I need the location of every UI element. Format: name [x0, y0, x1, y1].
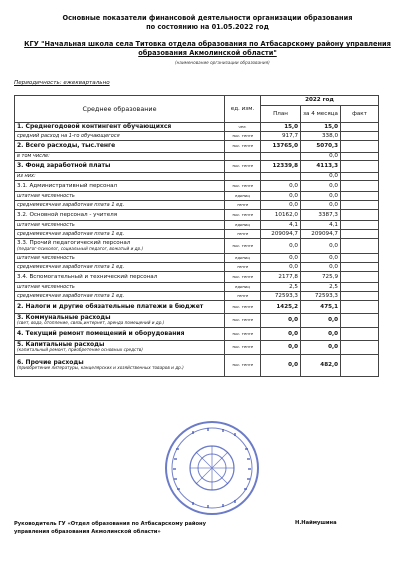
row-fact: [341, 230, 379, 239]
table-row: [15, 141, 379, 153]
table-row: [15, 239, 379, 254]
row-fact: [341, 254, 379, 263]
row-fact: [341, 272, 379, 283]
row-fact: [341, 201, 379, 210]
row-plan: 0,0: [261, 328, 301, 341]
row-fact: [341, 341, 379, 355]
row-label: [15, 355, 225, 377]
row-label-text: 3. Фонд заработной платы: [17, 162, 111, 170]
row-label-text: 3.1. Административный персонал: [17, 182, 118, 189]
table-row: [15, 355, 379, 377]
row-plan: 0,0: [261, 192, 301, 201]
row-unit: тыс. тенге: [225, 355, 261, 377]
row-fact: [341, 153, 379, 161]
row-plan: 0,0: [261, 263, 301, 272]
row-plan: 15,0: [261, 123, 301, 132]
row-unit: тенге: [225, 263, 261, 272]
row-label: [15, 192, 225, 201]
row-plan: 12339,8: [261, 161, 301, 173]
row-fact: [341, 132, 379, 141]
org-name-note: (наименование организации образования): [175, 60, 270, 65]
row-label: [15, 239, 225, 254]
col-year-header: 2022 год: [261, 96, 379, 106]
table-row: [15, 283, 379, 292]
row-label-text: среднемесячная заработная плата 1 ед.: [17, 201, 125, 208]
row-plan: 917,7: [261, 132, 301, 141]
row-label-text: 4. Текущий ремонт помещений и оборудования: [17, 329, 185, 337]
row-unit: тыс. тенге: [225, 328, 261, 341]
row-label: [15, 153, 225, 161]
report-date: по состоянию на 01.05.2022 год: [146, 23, 269, 31]
row-plan: 10162,0: [261, 210, 301, 221]
row-fact: [341, 173, 379, 181]
row-plan: 0,0: [261, 341, 301, 355]
row-label-text: 3. Коммунальные расходы: [17, 313, 111, 321]
signer-name: Н.Наймушина: [295, 520, 337, 526]
org-name-line2: образования Акмолинской области": [138, 49, 277, 57]
table-row: [15, 153, 379, 161]
row-4m: 5070,3: [301, 141, 341, 153]
row-unit: единиц: [225, 221, 261, 230]
row-plan: 13765,0: [261, 141, 301, 153]
table-row: [15, 314, 379, 328]
table-row: [15, 181, 379, 192]
row-label-text: 6. Прочие расходы: [17, 358, 84, 366]
row-unit: тыс. тенге: [225, 239, 261, 254]
table-row: [15, 254, 379, 263]
row-label-text: штатная численность: [17, 283, 75, 290]
row-label-text: 2. Налоги и другие обязательные платежи в бюджет: [17, 302, 204, 310]
row-label-text: среднемесячная заработная плата 1 ед.: [17, 263, 125, 270]
row-unit: тыс. тенге: [225, 314, 261, 328]
row-4m: 0,0: [301, 254, 341, 263]
row-label-text: среднемесячная заработная плата 1 ед.: [17, 292, 125, 299]
row-label: [15, 181, 225, 192]
row-4m: 0,0: [301, 192, 341, 201]
col-unit-header: ед. изм.: [225, 96, 261, 123]
row-label: [15, 328, 225, 341]
col-fact-header: факт: [341, 106, 379, 123]
row-4m: 0,0: [301, 341, 341, 355]
row-unit: [225, 153, 261, 161]
row-label-text: 1. Среднегодовой контингент обучающихся: [17, 122, 172, 130]
row-plan: 0,0: [261, 201, 301, 210]
row-fact: [341, 141, 379, 153]
row-unit: [225, 173, 261, 181]
table-row: [15, 272, 379, 283]
row-4m: 72593,3: [301, 292, 341, 301]
row-4m: 0,0: [301, 201, 341, 210]
row-unit: тыс. тенге: [225, 132, 261, 141]
row-label: [15, 173, 225, 181]
row-plan: 0,0: [261, 239, 301, 254]
row-label: [15, 314, 225, 328]
col-4m-header: за 4 месяца: [301, 106, 341, 123]
row-unit: тыс. тенге: [225, 141, 261, 153]
row-label-note: (приобретение литературы, канцелярских и хозяйственных товаров и др.): [17, 365, 184, 371]
row-label: [15, 230, 225, 239]
row-label: [15, 210, 225, 221]
row-label-text: среднемесячная заработная плата 1 ед.: [17, 230, 125, 237]
row-label: [15, 132, 225, 141]
row-4m: 0,0: [301, 153, 341, 161]
row-plan: [261, 153, 301, 161]
row-4m: 0,0: [301, 263, 341, 272]
row-label-text: 2. Всего расходы, тыс.тенге: [17, 142, 116, 150]
row-fact: [341, 263, 379, 272]
signer-title-line2: управления образования Акмолинской области»: [14, 529, 161, 535]
row-fact: [341, 123, 379, 132]
row-plan: 209094,7: [261, 230, 301, 239]
row-fact: [341, 292, 379, 301]
row-unit: единиц: [225, 254, 261, 263]
table-row: [15, 263, 379, 272]
row-fact: [341, 210, 379, 221]
row-4m: 482,0: [301, 355, 341, 377]
row-4m: 0,0: [301, 328, 341, 341]
table-row: [15, 221, 379, 230]
row-plan: 2,5: [261, 283, 301, 292]
row-label-text: 5. Капитальные расходы: [17, 340, 105, 348]
row-label: [15, 283, 225, 292]
row-label-note: (свет, вода, отопление, связь,интернет, аренда помещений и др.): [17, 320, 165, 326]
row-label: [15, 221, 225, 230]
table-row: [15, 210, 379, 221]
row-unit: тыс. тенге: [225, 341, 261, 355]
row-unit: тыс. тенге: [225, 210, 261, 221]
row-4m: 475,1: [301, 301, 341, 314]
row-plan: [261, 173, 301, 181]
table-row: [15, 328, 379, 341]
row-unit: тенге: [225, 292, 261, 301]
row-unit: тыс. тенге: [225, 161, 261, 173]
signature-block: [14, 520, 206, 536]
row-fact: [341, 301, 379, 314]
row-label-text: штатная численность: [17, 192, 75, 199]
row-unit: тенге: [225, 230, 261, 239]
row-unit: тенге: [225, 201, 261, 210]
row-label: [15, 272, 225, 283]
table-row: [15, 173, 379, 181]
row-label: [15, 301, 225, 314]
row-label-note: (капитальный ремонт, приобретение основных средств): [17, 347, 143, 353]
row-label-text: 3.2. Основной персонал - учителя: [17, 211, 118, 218]
signer-title-line1: Руководитель ГУ «Отдел образования по Атбасарскому району: [14, 521, 207, 527]
row-label: [15, 201, 225, 210]
row-fact: [341, 355, 379, 377]
report-title: Основные показатели финансовой деятельности организации образования: [62, 14, 353, 22]
row-fact: [341, 328, 379, 341]
row-label: [15, 254, 225, 263]
table-row: [15, 230, 379, 239]
periodicity: Периодичность: ежеквартально: [14, 80, 110, 86]
row-unit: тыс. тенге: [225, 301, 261, 314]
row-fact: [341, 221, 379, 230]
table-row: [15, 161, 379, 173]
row-label-text: 3.4. Вспомогательный и технический персонал: [17, 273, 158, 280]
table-row: [15, 123, 379, 132]
row-4m: 4,1: [301, 221, 341, 230]
row-unit: тыс. тенге: [225, 272, 261, 283]
row-plan: 2177,8: [261, 272, 301, 283]
row-plan: 0,0: [261, 314, 301, 328]
row-plan: 4,1: [261, 221, 301, 230]
table-row: [15, 301, 379, 314]
row-plan: 72593,3: [261, 292, 301, 301]
row-label: [15, 123, 225, 132]
row-plan: 0,0: [261, 254, 301, 263]
financial-table: [14, 95, 379, 377]
col-plan-header: План: [261, 106, 301, 123]
row-label-text: из них:: [17, 173, 36, 180]
row-4m: 4113,3: [301, 161, 341, 173]
row-4m: 0,0: [301, 181, 341, 192]
table-row: [15, 292, 379, 301]
row-label-text: в том числе:: [17, 153, 50, 160]
row-unit: единиц: [225, 283, 261, 292]
official-seal: [162, 418, 262, 518]
row-label: [15, 161, 225, 173]
org-name-line1: КГУ "Начальная школа села Титовка отдела образования по Атбасарскому району управления: [24, 40, 391, 48]
table-row: [15, 341, 379, 355]
row-unit: тыс. тенге: [225, 181, 261, 192]
row-label-text: штатная численность: [17, 254, 75, 261]
row-4m: 725,9: [301, 272, 341, 283]
row-fact: [341, 181, 379, 192]
table-row: [15, 192, 379, 201]
row-plan: 0,0: [261, 181, 301, 192]
row-label: [15, 141, 225, 153]
row-fact: [341, 283, 379, 292]
row-label: [15, 341, 225, 355]
row-fact: [341, 192, 379, 201]
row-4m: 0,0: [301, 173, 341, 181]
row-unit: чел.: [225, 123, 261, 132]
row-4m: 15,0: [301, 123, 341, 132]
row-4m: 0,0: [301, 314, 341, 328]
row-4m: 209094,7: [301, 230, 341, 239]
row-label-note: (педагог-психолог, социальный педагог, вожатый и др.): [17, 245, 144, 251]
row-4m: 0,0: [301, 239, 341, 254]
row-unit: единиц: [225, 192, 261, 201]
table-row: [15, 132, 379, 141]
row-plan: 0,0: [261, 355, 301, 377]
row-label-text: 3.3. Прочий педагогический персонал: [17, 240, 131, 247]
row-label: [15, 263, 225, 272]
row-4m: 338,0: [301, 132, 341, 141]
row-label-text: штатная численность: [17, 221, 75, 228]
row-plan: 1425,2: [261, 301, 301, 314]
row-fact: [341, 161, 379, 173]
row-fact: [341, 314, 379, 328]
row-4m: 3387,3: [301, 210, 341, 221]
row-label: [15, 292, 225, 301]
row-fact: [341, 239, 379, 254]
row-4m: 2,5: [301, 283, 341, 292]
table-row: [15, 201, 379, 210]
col-name-header: Среднее образование: [15, 96, 225, 123]
row-label-text: средний расход на 1-го обучающегося: [17, 132, 120, 139]
